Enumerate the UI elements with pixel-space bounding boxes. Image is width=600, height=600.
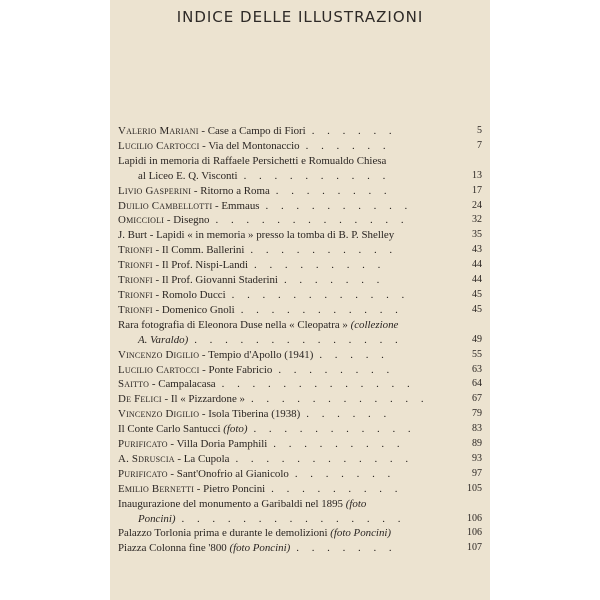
entry-page: 7 — [477, 139, 482, 151]
entry-title: Ritorno a Roma — [200, 184, 270, 197]
toc-entry — [118, 318, 490, 348]
entry-author: Trionfi — [118, 288, 153, 301]
leader-dots: . . . . . — [319, 348, 389, 361]
entry-author: Duilio Cambellotti — [118, 199, 213, 212]
book-page — [110, 0, 490, 600]
leader-dots: . . . . . . . . . . . . . — [215, 214, 409, 227]
entry-page: 106 — [467, 527, 482, 539]
toc-entry: Valerio Mariani - Case a Campo di Fiori . . . . . . 5 — [118, 125, 482, 137]
entry-page: 49 — [472, 333, 482, 345]
entry-title: Isola Tiberina (1938) — [208, 408, 301, 421]
toc-entry: Trionfi - Il Prof. Giovanni Staderini . . . . . . . 44 — [118, 274, 482, 287]
toc-entry — [118, 526, 490, 541]
leader-dots: . . . . . . . . . . — [250, 244, 398, 257]
entry-title: J. Burt - Lapidi « in memoria » presso la tomba di B. P. Shelley — [118, 229, 395, 242]
entry-title: Il Conte Carlo Santucci — [118, 423, 224, 436]
entry-author: Trionfi — [118, 244, 153, 257]
entry-author: Purificato — [118, 467, 168, 480]
entry-title: La Cupola — [183, 452, 230, 465]
entry-title: Il « Pizzardone » — [170, 393, 245, 406]
entry-page: 63 — [472, 363, 482, 375]
leader-dots: . . . . . . . . . — [254, 259, 386, 272]
entry-page: 107 — [467, 542, 482, 554]
leader-dots: . . . . . . . — [283, 274, 385, 287]
entry-title: Tempio d'Apollo (1941) — [208, 348, 314, 361]
entry-page: 13 — [472, 169, 482, 181]
leader-dots: . . . . . . . . . . — [243, 169, 391, 182]
toc-entry: A. Sdruscia - La Cupola . . . . . . . . . . . . 93 — [118, 452, 482, 465]
leader-dots: . . . . . . — [305, 139, 391, 152]
entry-credit: (foto — [345, 497, 367, 510]
entry-title: Campalacasa — [158, 378, 216, 391]
entry-page: 64 — [472, 378, 482, 390]
toc-entry: Vincenzo Digilio - Isola Tiberina (1938) . . . . . . 79 — [118, 408, 482, 421]
entry-page: 24 — [472, 199, 482, 211]
entry-title: Via del Montonaccio — [208, 139, 300, 152]
entry-page: 55 — [472, 348, 482, 360]
entry-page: 97 — [472, 467, 482, 479]
toc-entry — [118, 497, 490, 527]
leader-dots: . . . . . . . . . . . — [253, 423, 416, 436]
entry-title: Romolo Ducci — [161, 288, 226, 301]
entry-credit: (collezione — [350, 318, 399, 331]
toc-entry: Trionfi - Il Prof. Nispi-Landi . . . . . . . . . 44 — [118, 259, 482, 272]
leader-dots: . . . . . . . . . . . . — [250, 393, 429, 406]
toc-entry: Saitto - Campalacasa . . . . . . . . . . . . . 64 — [118, 378, 482, 391]
entry-page: 32 — [472, 214, 482, 226]
toc-entry: Purificato - Sant'Onofrio al Gianicolo . . . . . . . 97 — [118, 467, 482, 480]
leader-dots: . . . . . . — [306, 408, 392, 421]
entry-author: Livio Gasperini — [118, 184, 192, 197]
entry-title: Emmaus — [221, 199, 260, 212]
entry-title: Piazza Colonna fine '800 — [118, 542, 230, 555]
entry-page: 79 — [472, 408, 482, 420]
entry-author: De Felici — [118, 393, 162, 406]
entry-page: 67 — [472, 393, 482, 405]
toc-entry: Vincenzo Digilio - Tempio d'Apollo (1941) . . . . . 55 — [118, 348, 482, 361]
leader-dots: . . . . . . . . . — [271, 482, 403, 495]
entry-title: Palazzo Torlonia prima e durante le demolizioni — [118, 527, 331, 540]
entry-author: Valerio Mariani — [118, 125, 199, 137]
page-title: INDICE DELLE ILLUSTRAZIONI — [176, 8, 424, 26]
entry-page: 43 — [472, 244, 482, 256]
leader-dots: . . . . . . . . — [278, 363, 395, 376]
entry-page: 89 — [472, 438, 482, 450]
toc-entry: Lucilio Cartocci - Ponte Fabricio . . . . . . . . 63 — [118, 363, 482, 376]
entry-author: Saitto — [118, 378, 150, 391]
leader-dots: . . . . . . . . . . . . . . — [194, 333, 403, 346]
illustrations-index — [118, 124, 490, 556]
toc-entry — [118, 422, 490, 437]
leader-dots: . . . . . . . . . . . . . . . — [181, 512, 406, 525]
entry-page: 83 — [472, 423, 482, 435]
leader-dots: . . . . . . . . — [275, 184, 392, 197]
entry-title-line: Rara fotografia di Eleonora Duse nella « Cleopatra » — [118, 318, 351, 331]
toc-entry: De Felici - Il « Pizzardone » . . . . . . . . . . . . 67 — [118, 393, 482, 406]
toc-entry: Duilio Cambellotti - Emmaus . . . . . . . . . . 24 — [118, 199, 482, 212]
entry-credit: (foto) — [223, 423, 248, 436]
entry-page: 45 — [472, 288, 482, 300]
entry-author: Lucilio Cartocci — [118, 363, 200, 376]
leader-dots: . . . . . . . — [296, 542, 397, 555]
entry-title: Domenico Gnoli — [161, 303, 235, 316]
entry-title: Case a Campo di Fiori — [207, 125, 306, 137]
entry-page: 106 — [467, 512, 482, 524]
entry-author: A. Sdruscia — [118, 452, 175, 465]
leader-dots: . . . . . . . . . . — [265, 199, 413, 212]
entry-author: Vincenzo Digilio — [118, 348, 200, 361]
entry-author: Emilio Bernetti — [118, 482, 195, 495]
entry-credit: (foto Poncini) — [330, 527, 392, 540]
entry-title: Sant'Onofrio al Gianicolo — [176, 467, 289, 480]
leader-dots: . . . . . . . . . . . . — [231, 288, 410, 301]
toc-entry: Lucilio Cartocci - Via del Montonaccio . . . . . . 7 — [118, 139, 482, 152]
toc-entry: Livio Gasperini - Ritorno a Roma . . . . . . . . 17 — [118, 184, 482, 197]
leader-dots: . . . . . . — [311, 125, 397, 137]
entry-page: 45 — [472, 303, 482, 315]
entry-author: Trionfi — [118, 274, 153, 287]
toc-entry — [118, 228, 490, 243]
entry-page: 105 — [467, 482, 482, 494]
entry-title-line: Inaugurazione del monumento a Garibaldi nel 1895 — [118, 497, 346, 510]
entry-page: 44 — [472, 274, 482, 286]
entry-page: 17 — [472, 184, 482, 196]
entry-title: Il Prof. Giovanni Staderini — [161, 274, 278, 287]
leader-dots: . . . . . . . . . . . . — [235, 452, 414, 465]
entry-page: 44 — [472, 259, 482, 271]
toc-entry: Omiccioli - Disegno . . . . . . . . . . . . . 32 — [118, 214, 482, 227]
entry-page: 5 — [477, 125, 482, 136]
entry-title: Ponte Fabricio — [208, 363, 273, 376]
entry-author: Lucilio Cartocci — [118, 139, 200, 152]
entry-page: 93 — [472, 452, 482, 464]
toc-entry — [118, 154, 490, 184]
entry-title: Pietro Poncini — [203, 482, 266, 495]
entry-page: 35 — [472, 229, 482, 241]
entry-title-line: Lapidi in memoria di Raffaele Persichetti e Romualdo Chiesa — [118, 154, 387, 167]
entry-title: Il Prof. Nispi-Landi — [161, 259, 249, 272]
entry-credit: (foto Poncini) — [229, 542, 291, 555]
entry-title-line: al Liceo E. Q. Visconti — [138, 169, 238, 182]
entry-author: Trionfi — [118, 303, 153, 316]
entry-credit: Poncini) — [138, 512, 176, 525]
entry-credit: A. Varaldo) — [138, 333, 189, 346]
entry-author: Purificato — [118, 438, 168, 451]
entry-title: Il Comm. Ballerini — [161, 244, 245, 257]
leader-dots: . . . . . . . . . . . . . — [221, 378, 415, 391]
toc-entry: Trionfi - Il Comm. Ballerini . . . . . . . . . . 43 — [118, 244, 482, 257]
toc-entry: Purificato - Villa Doria Pamphili . . . . . . . . . 89 — [118, 438, 482, 451]
toc-entry — [118, 541, 490, 556]
toc-entry: Emilio Bernetti - Pietro Poncini . . . . . . . . . 105 — [118, 482, 482, 495]
entry-title: Disegno — [173, 214, 210, 227]
toc-entry: Trionfi - Romolo Ducci . . . . . . . . . . . . 45 — [118, 288, 482, 301]
toc-entry: Trionfi - Domenico Gnoli . . . . . . . . . . . 45 — [118, 303, 482, 316]
leader-dots: . . . . . . . — [294, 467, 396, 480]
entry-author: Trionfi — [118, 259, 153, 272]
entry-author: Vincenzo Digilio — [118, 408, 200, 421]
entry-author: Omiccioli — [118, 214, 165, 227]
leader-dots: . . . . . . . . . — [273, 438, 405, 451]
entry-title: Villa Doria Pamphili — [176, 438, 268, 451]
leader-dots: . . . . . . . . . . . — [240, 303, 403, 316]
